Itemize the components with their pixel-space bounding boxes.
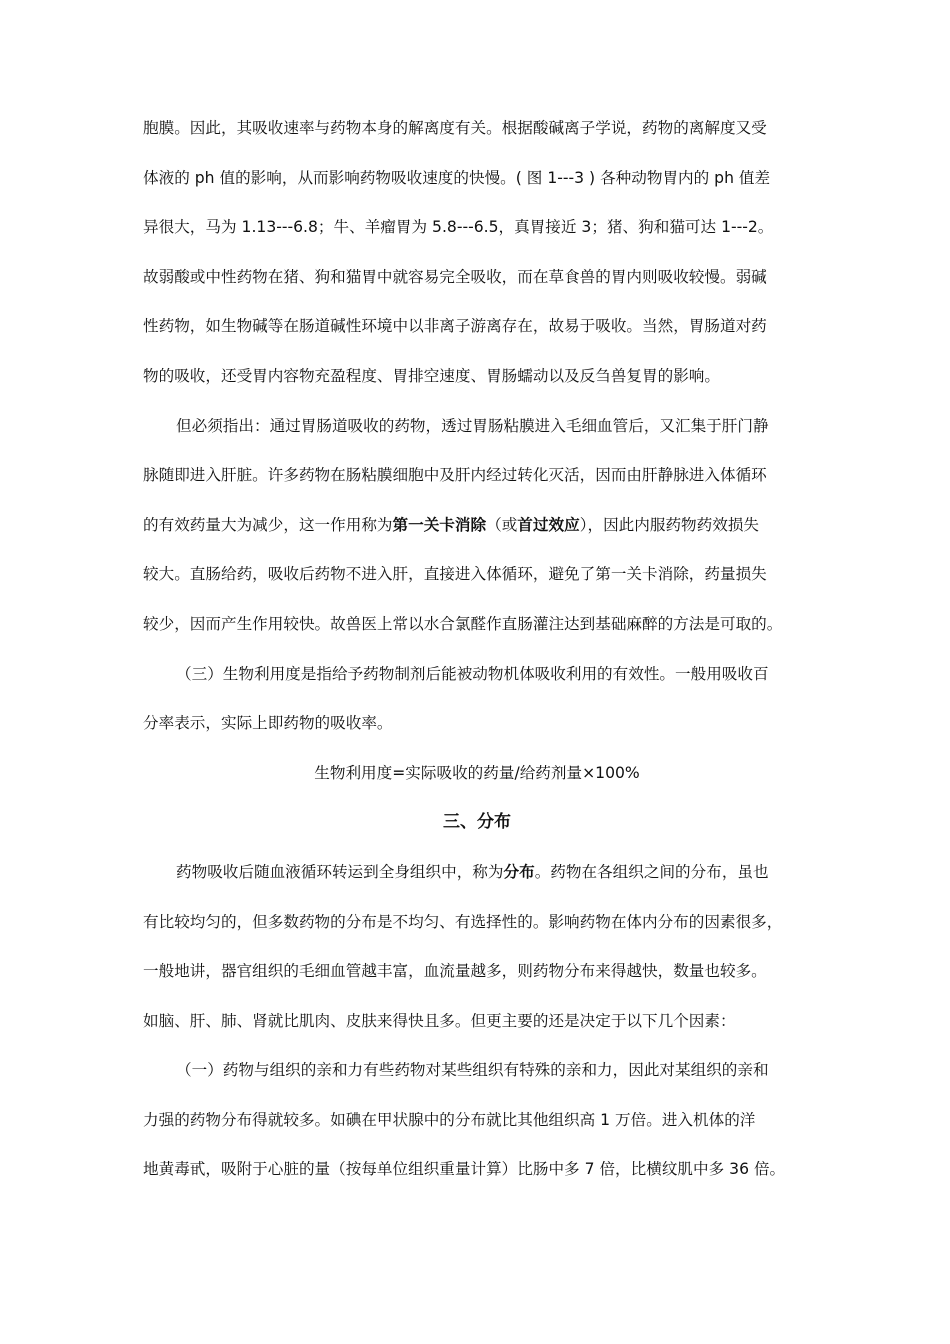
paragraph-absorption-ph: [143, 104, 811, 402]
term-distribution: 分布: [503, 862, 535, 881]
text-line: 物的吸收，还受胃内容物充盈程度、胃排空速度、胃肠蠕动以及反刍兽复胃的影响。: [143, 366, 720, 385]
text-line: 但必须指出：通过胃肠道吸收的药物，透过胃肠粘膜进入毛细血管后，又汇集于肝门静: [176, 416, 769, 435]
text-run: 。药物在各组织之间的分布，虽也: [534, 862, 769, 881]
text-line: [143, 848, 811, 898]
text-line: 故弱酸或中性药物在猪、狗和猫胃中就容易完全吸收，而在草食兽的胃内则吸收较慢。弱碱: [143, 267, 767, 286]
paragraph-first-pass: [143, 402, 811, 650]
text-line: 较大。直肠给药，吸收后药物不进入肝，直接进入体循环，避免了第一关卡消除，药量损失: [143, 565, 767, 584]
text-line: （一）药物与组织的亲和力有些药物对某些组织有特殊的亲和力，因此对某组织的亲和: [176, 1061, 769, 1080]
text-line: 有比较均匀的，但多数药物的分布是不均匀、有选择性的。影响药物在体内分布的因素很多，: [143, 912, 783, 931]
text-line: 分率表示，实际上即药物的吸收率。: [143, 714, 393, 733]
paragraph-bioavailability: [143, 650, 811, 749]
text-line: 性药物，如生物碱等在肠道碱性环境中以非离子游离存在，故易于吸收。当然，胃肠道对药: [143, 317, 767, 336]
term-first-pass-effect: 首过效应: [517, 515, 580, 534]
section-heading: 三、分布: [443, 812, 511, 833]
bioavailability-formula: 生物利用度=实际吸收的药量/给药剂量×100%: [314, 763, 640, 782]
text-line: 体液的 ph 值的影响，从而影响药物吸收速度的快慢。( 图 1---3 ) 各种动物胃内的 ph 值差: [143, 168, 771, 187]
text-line: 力强的药物分布得就较多。如碘在甲状腺中的分布就比其他组织高 1 万倍。进入机体的洋: [143, 1110, 756, 1129]
paragraph-distribution: [143, 848, 811, 1046]
text-line: 异很大，马为 1.13---6.8；牛、羊瘤胃为 5.8---6.5，真胃接近 3；猪、狗和猫可达 1---2。: [143, 218, 774, 237]
text-run: 的有效药量大为减少，这一作用称为: [143, 515, 393, 534]
text-line: 脉随即进入肝脏。许多药物在肠粘膜细胞中及肝内经过转化灭活，因而由肝静脉进入体循环: [143, 466, 767, 485]
text-line: [143, 501, 811, 551]
text-run: （或: [486, 515, 518, 534]
document-page: [143, 104, 811, 1195]
text-line: 如脑、肝、肺、肾就比肌肉、皮肤来得快且多。但更主要的还是决定于以下几个因素：: [143, 1011, 736, 1030]
text-line: 一般地讲，器官组织的毛细血管越丰富，血流量越多，则药物分布来得越快，数量也较多。: [143, 962, 767, 981]
text-line: 较少，因而产生作用较快。故兽医上常以水合氯醛作直肠灌注达到基础麻醉的方法是可取的。: [143, 614, 783, 633]
text-line: 胞膜。因此，其吸收速率与药物本身的解离度有关。根据酸碱离子学说，药物的离解度又受: [143, 119, 767, 137]
paragraph-tissue-affinity: [143, 1046, 811, 1195]
text-run: 药物吸收后随血液循环转运到全身组织中，称为: [176, 862, 504, 881]
term-first-pass-elimination: 第一关卡消除: [392, 515, 487, 534]
text-line: （三）生物利用度是指给予药物制剂后能被动物机体吸收利用的有效性。一般用吸收百: [176, 664, 769, 683]
text-line: 地黄毒甙，吸附于心脏的量（按每单位组织重量计算）比肠中多 7 倍，比横纹肌中多 36 倍。: [143, 1160, 786, 1179]
text-run: ），因此内服药物药效损失: [579, 515, 760, 534]
